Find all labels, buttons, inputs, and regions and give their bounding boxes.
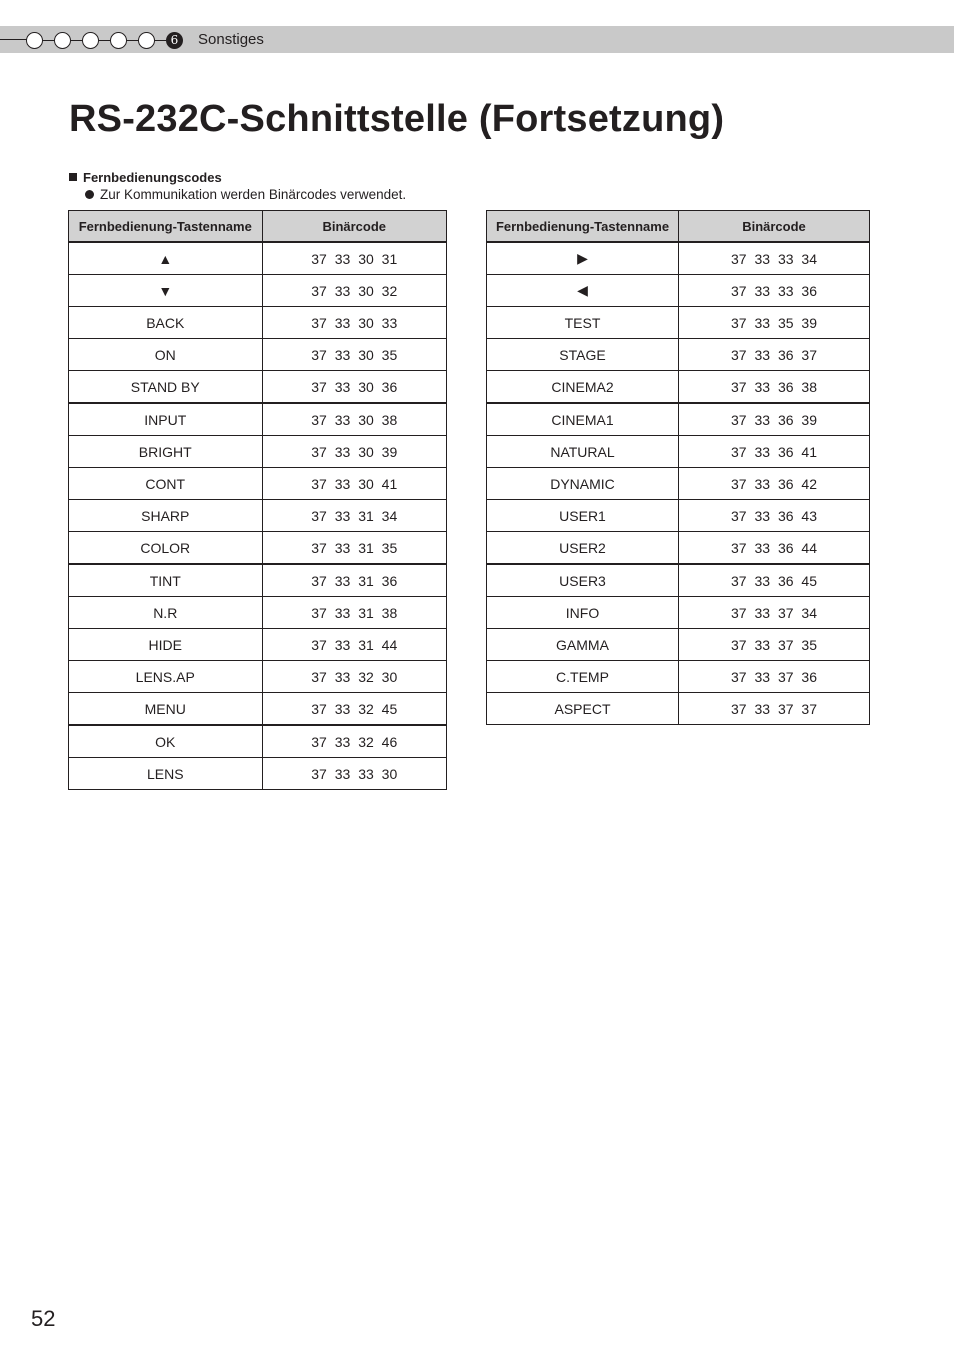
key-name-cell: TINT — [69, 564, 263, 597]
key-name-cell: USER1 — [487, 500, 679, 532]
table-row — [487, 307, 870, 339]
key-name-cell: ON — [69, 339, 263, 371]
key-name-cell: CINEMA2 — [487, 371, 679, 404]
remote-codes-table-right — [486, 210, 870, 725]
key-name-cell: STAND BY — [69, 371, 263, 404]
key-name-cell: OK — [69, 725, 263, 758]
binary-code-cell: 37 33 30 36 — [262, 371, 447, 404]
table-row — [487, 275, 870, 307]
chapter-step-icon — [110, 32, 127, 49]
table-row — [487, 597, 870, 629]
binary-code-cell: 37 33 37 35 — [679, 629, 870, 661]
chapter-step-icon — [82, 32, 99, 49]
table-body — [487, 242, 870, 725]
chapter-step-icon — [26, 32, 43, 49]
table-row — [69, 758, 447, 790]
binary-code-cell: 37 33 31 35 — [262, 532, 447, 565]
step-connector — [71, 40, 82, 41]
table-row — [487, 500, 870, 532]
key-name-cell: CINEMA1 — [487, 403, 679, 436]
binary-code-cell: 37 33 30 35 — [262, 339, 447, 371]
table-row — [69, 436, 447, 468]
key-name-cell: MENU — [69, 693, 263, 726]
note-text: Zur Kommunikation werden Binärcodes verwendet. — [100, 187, 407, 202]
key-name-cell: TEST — [487, 307, 679, 339]
table-row — [487, 371, 870, 404]
chapter-step-icon — [54, 32, 71, 49]
table-header-row — [487, 211, 870, 243]
key-name-cell: BRIGHT — [69, 436, 263, 468]
chapter-number: 6 — [166, 32, 183, 49]
binary-code-cell: 37 33 33 34 — [679, 242, 870, 275]
table-row — [69, 564, 447, 597]
table-row — [69, 307, 447, 339]
binary-code-cell: 37 33 31 38 — [262, 597, 447, 629]
remote-codes-table-left — [68, 210, 447, 790]
step-connector — [43, 40, 54, 41]
binary-code-cell: 37 33 32 30 — [262, 661, 447, 693]
key-name-cell: ASPECT — [487, 693, 679, 725]
table-row — [69, 339, 447, 371]
table-row — [487, 468, 870, 500]
step-connector — [127, 40, 138, 41]
note — [85, 187, 406, 203]
binary-code-cell: 37 33 37 36 — [679, 661, 870, 693]
binary-code-cell: 37 33 36 39 — [679, 403, 870, 436]
table-header-row — [69, 211, 447, 243]
binary-code-cell: 37 33 32 46 — [262, 725, 447, 758]
binary-code-cell: 37 33 37 34 — [679, 597, 870, 629]
binary-code-cell: 37 33 36 44 — [679, 532, 870, 565]
key-name-cell: ▶ — [487, 242, 679, 275]
table-row — [69, 597, 447, 629]
key-name-cell: INPUT — [69, 403, 263, 436]
binary-code-cell: 37 33 33 36 — [679, 275, 870, 307]
binary-code-cell: 37 33 36 45 — [679, 564, 870, 597]
table-row — [487, 242, 870, 275]
table-row — [69, 242, 447, 275]
table-row — [487, 403, 870, 436]
table-row — [69, 371, 447, 404]
binary-code-cell: 37 33 30 32 — [262, 275, 447, 307]
key-name-cell: LENS.AP — [69, 661, 263, 693]
key-name-cell: BACK — [69, 307, 263, 339]
binary-code-cell: 37 33 30 41 — [262, 468, 447, 500]
table-row — [487, 629, 870, 661]
subheading-text: Fernbedienungscodes — [83, 170, 222, 185]
binary-code-cell: 37 33 36 41 — [679, 436, 870, 468]
binary-code-cell: 37 33 31 44 — [262, 629, 447, 661]
table-body — [69, 242, 447, 790]
chapter-step-icon — [138, 32, 155, 49]
key-name-cell: NATURAL — [487, 436, 679, 468]
key-name-cell: ▲ — [69, 242, 263, 275]
binary-code-cell: 37 33 36 42 — [679, 468, 870, 500]
table-row — [69, 725, 447, 758]
key-name-cell: CONT — [69, 468, 263, 500]
step-connector — [155, 40, 166, 41]
key-name-cell: ◀ — [487, 275, 679, 307]
column-header-code: Binärcode — [679, 211, 870, 243]
table-row — [487, 564, 870, 597]
binary-code-cell: 37 33 37 37 — [679, 693, 870, 725]
table-row — [69, 500, 447, 532]
binary-code-cell: 37 33 32 45 — [262, 693, 447, 726]
table-row — [487, 532, 870, 565]
binary-code-cell: 37 33 36 38 — [679, 371, 870, 404]
key-name-cell: USER2 — [487, 532, 679, 565]
key-name-cell: INFO — [487, 597, 679, 629]
binary-code-cell: 37 33 31 34 — [262, 500, 447, 532]
binary-code-cell: 37 33 30 38 — [262, 403, 447, 436]
table-row — [69, 403, 447, 436]
table-row — [487, 693, 870, 725]
binary-code-cell: 37 33 30 31 — [262, 242, 447, 275]
binary-code-cell: 37 33 30 33 — [262, 307, 447, 339]
square-bullet-icon — [69, 173, 77, 181]
page-title: RS-232C-Schnittstelle (Fortsetzung) — [69, 98, 725, 140]
table-row — [69, 275, 447, 307]
key-name-cell: SHARP — [69, 500, 263, 532]
binary-code-cell: 37 33 36 37 — [679, 339, 870, 371]
column-header-name: Fernbedienung-Tastenname — [487, 211, 679, 243]
binary-code-cell: 37 33 33 30 — [262, 758, 447, 790]
table-row — [69, 629, 447, 661]
table-row — [487, 339, 870, 371]
key-name-cell: COLOR — [69, 532, 263, 565]
bullet-dot-icon — [85, 190, 94, 199]
key-name-cell: N.R — [69, 597, 263, 629]
table-row — [69, 532, 447, 565]
key-name-cell: GAMMA — [487, 629, 679, 661]
key-name-cell: C.TEMP — [487, 661, 679, 693]
page-number: 52 — [31, 1306, 56, 1331]
column-header-code: Binärcode — [262, 211, 447, 243]
key-name-cell: HIDE — [69, 629, 263, 661]
table-row — [69, 661, 447, 693]
key-name-cell: USER3 — [487, 564, 679, 597]
binary-code-cell: 37 33 36 43 — [679, 500, 870, 532]
section-label: Sonstiges — [198, 31, 264, 48]
table-row — [487, 661, 870, 693]
binary-code-cell: 37 33 31 36 — [262, 564, 447, 597]
key-name-cell: LENS — [69, 758, 263, 790]
column-header-name: Fernbedienung-Tastenname — [69, 211, 263, 243]
binary-code-cell: 37 33 35 39 — [679, 307, 870, 339]
step-connector — [99, 40, 110, 41]
table-row — [69, 693, 447, 726]
table-row — [487, 436, 870, 468]
key-name-cell: ▼ — [69, 275, 263, 307]
key-name-cell: DYNAMIC — [487, 468, 679, 500]
chapter-progress — [26, 30, 183, 50]
binary-code-cell: 37 33 30 39 — [262, 436, 447, 468]
key-name-cell: STAGE — [487, 339, 679, 371]
subheading — [69, 170, 222, 186]
table-row — [69, 468, 447, 500]
